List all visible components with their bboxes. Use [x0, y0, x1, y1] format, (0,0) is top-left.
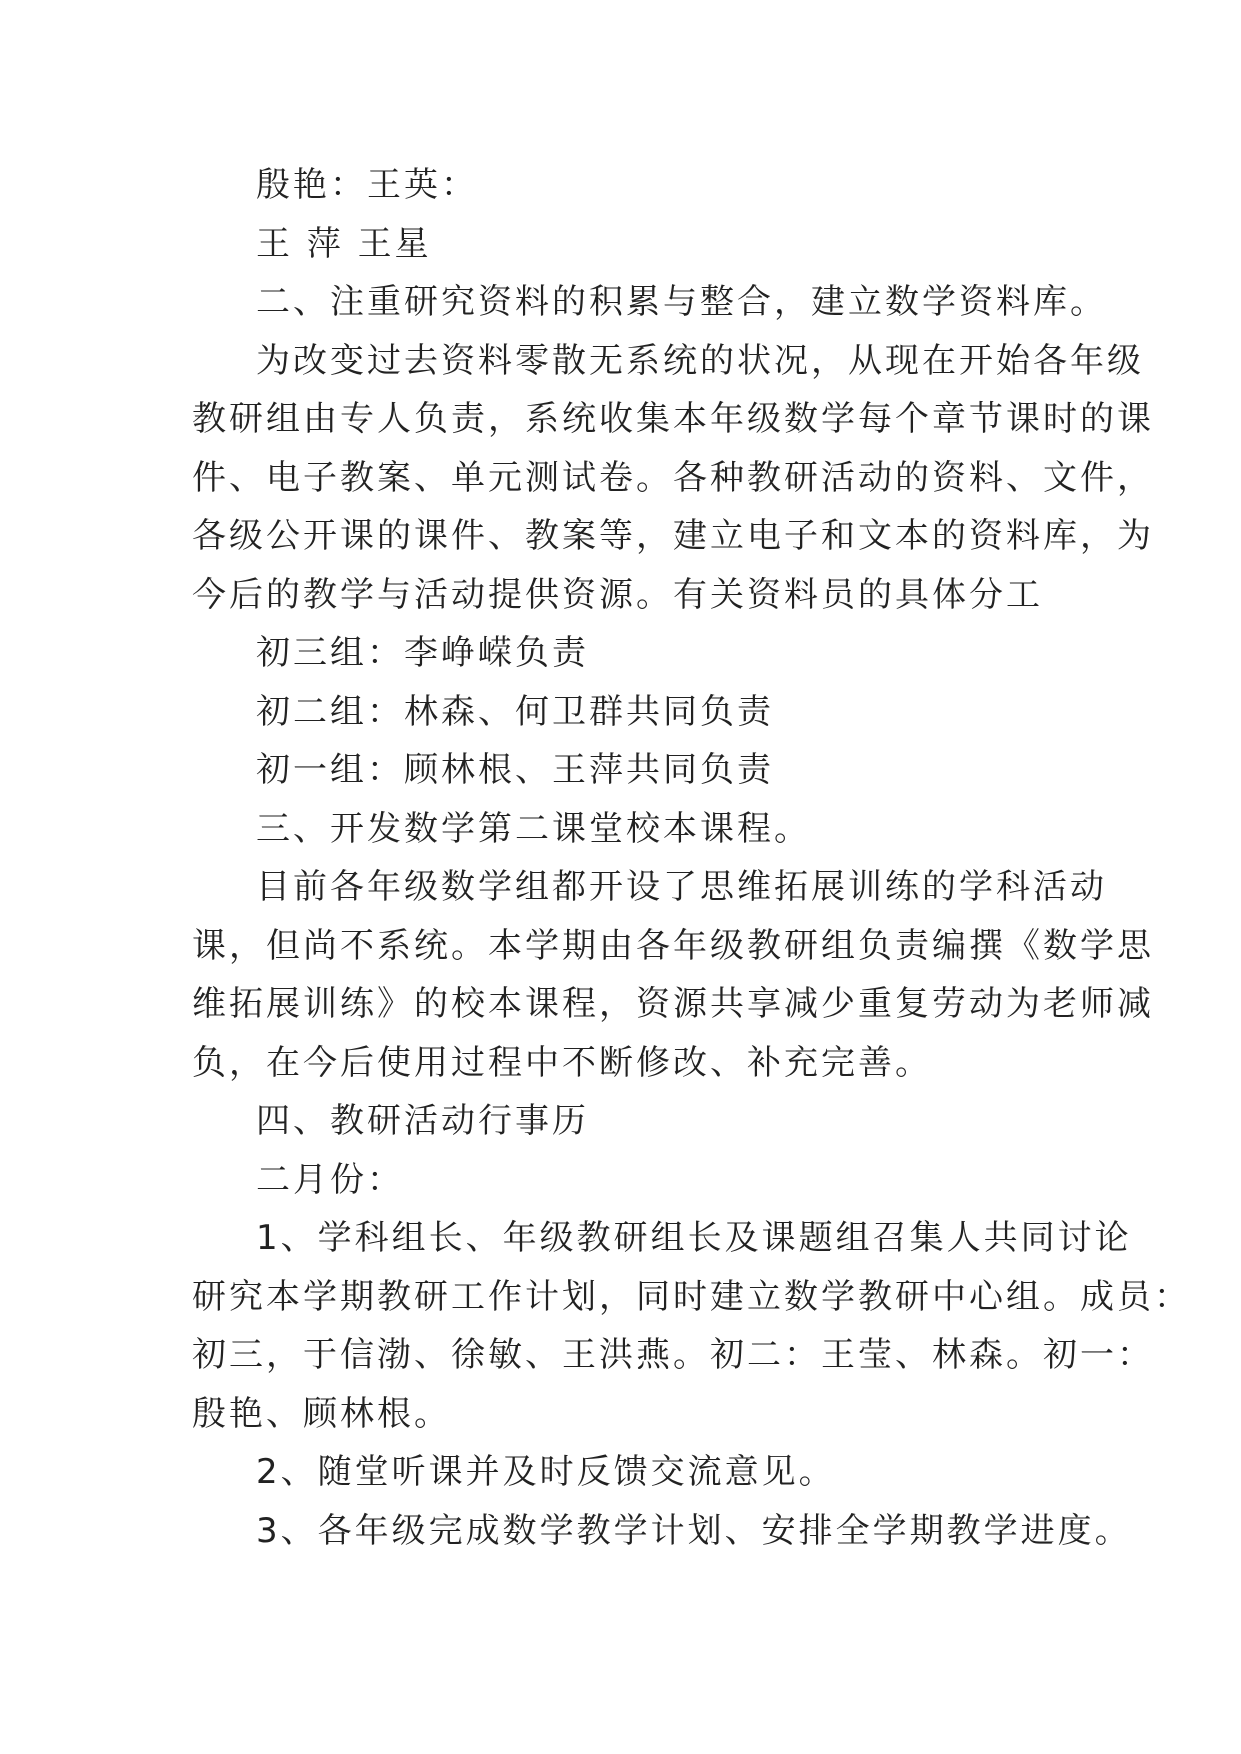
- text-line: 研究本学期教研工作计划，同时建立数学教研中心组。成员：: [192, 1276, 1191, 1317]
- text-line: 二、注重研究资料的积累与整合，建立数学资料库。: [256, 282, 1107, 322]
- text-line: 课，但尚不系统。本学期由各年级教研组负责编撰《数学思: [192, 925, 1154, 966]
- text-line: 今后的教学与活动提供资源。有关资料员的具体分工: [192, 574, 1043, 615]
- text-line: 初三组：李峥嵘负责: [256, 633, 589, 673]
- document-body: [192, 156, 1191, 1560]
- text-line: 初二组：林森、何卫群共同负责: [256, 691, 774, 732]
- text-line: 殷艳、顾林根。: [192, 1393, 451, 1434]
- text-line: 目前各年级数学组都开设了思维拓展训练的学科活动: [256, 867, 1107, 907]
- text-line: 1、学科组长、年级教研组长及课题组召集人共同讨论: [256, 1218, 1132, 1258]
- text-line: 二月份：: [256, 1159, 404, 1200]
- text-line: 殷艳：王英：: [256, 165, 478, 205]
- text-line: 教研组由专人负责，系统收集本年级数学每个章节课时的课: [192, 399, 1154, 439]
- text-line: 初三，于信渤、徐敏、王洪燕。初二：王莹、林森。初一：: [192, 1335, 1154, 1375]
- text-line: 初一组：顾林根、王萍共同负责: [256, 750, 774, 790]
- text-line: 各级公开课的课件、教案等，建立电子和文本的资料库，为: [192, 516, 1154, 556]
- text-line: 维拓展训练》的校本课程，资源共享减少重复劳动为老师减: [192, 984, 1154, 1024]
- text-line: 2、随堂听课并及时反馈交流意见。: [256, 1452, 836, 1492]
- text-line: 负，在今后使用过程中不断修改、补充完善。: [192, 1042, 932, 1083]
- text-line: 四、教研活动行事历: [256, 1101, 589, 1141]
- text-line: 三、开发数学第二课堂校本课程。: [256, 808, 811, 849]
- text-line: 件、电子教案、单元测试卷。各种教研活动的资料、文件，: [192, 457, 1154, 498]
- text-line: 3、各年级完成数学教学计划、安排全学期教学进度。: [256, 1510, 1132, 1551]
- text-line: 王 萍 王星: [256, 223, 432, 264]
- text-line: 为改变过去资料零散无系统的状况，从现在开始各年级: [256, 340, 1144, 381]
